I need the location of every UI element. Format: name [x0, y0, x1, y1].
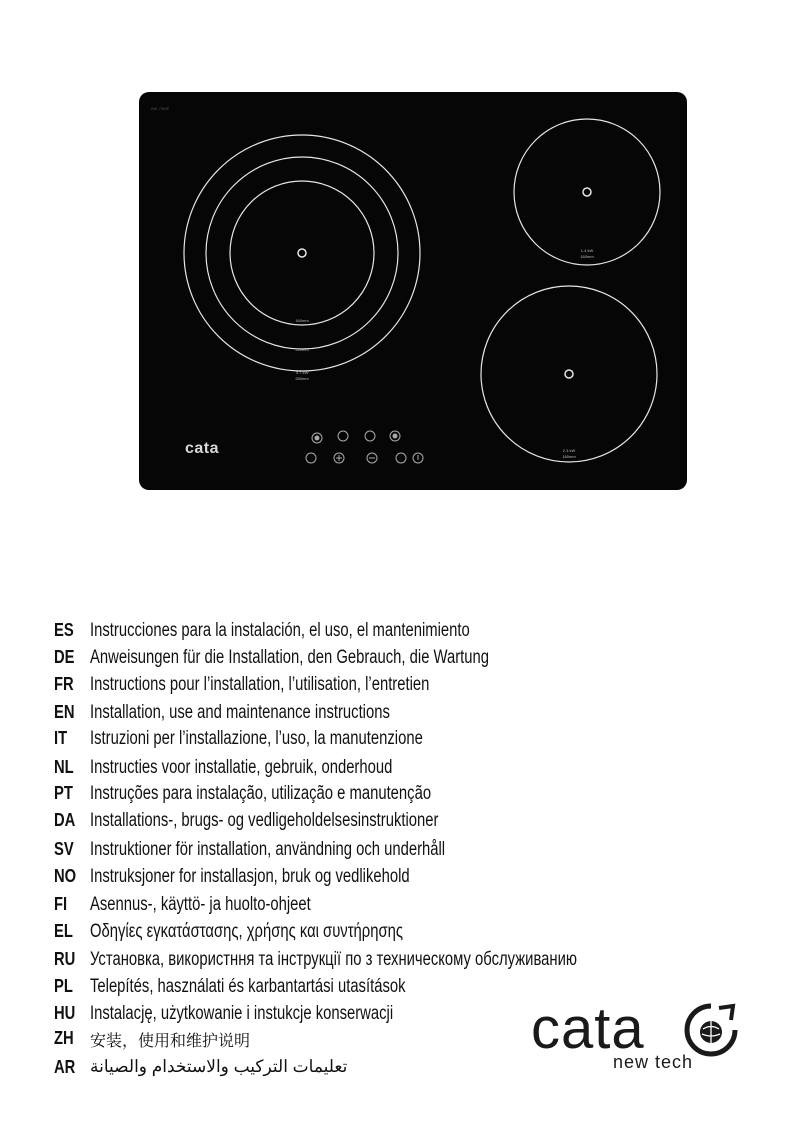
lang-text: Installation, use and maintenance instructions	[90, 702, 390, 723]
lang-code: RU	[54, 949, 76, 969]
lang-text: Telepítés, használati és karbantartási utasítások	[90, 976, 406, 997]
cooktop-drawing	[139, 92, 687, 490]
brand-logo	[531, 996, 761, 1080]
lang-code: PT	[54, 783, 73, 803]
cooktop-illustration	[139, 92, 687, 490]
lang-code: FI	[54, 894, 68, 914]
model-number: INK 745/E	[151, 106, 170, 111]
lang-text: Instalację, użytkowanie i instukcje konserwacji	[90, 1003, 394, 1024]
timer-icon	[338, 431, 348, 441]
lang-code: ZH	[54, 1028, 74, 1048]
lang-text: تعليمات التركيب والاستخدام والصيانة	[90, 1057, 348, 1076]
lang-code: DE	[54, 647, 75, 667]
small-cooking-zone	[514, 119, 660, 265]
lang-code: SV	[54, 839, 74, 859]
lang-text: Instructies voor installatie, gebruik, onderhoud	[90, 757, 393, 778]
lang-code: AR	[54, 1057, 76, 1077]
lock-icon	[396, 453, 406, 463]
lang-code: EL	[54, 921, 73, 941]
lang-code: HU	[54, 1003, 76, 1023]
lang-code: ES	[54, 620, 74, 640]
lang-text: Instruksjoner for installasjon, bruk og vedlikehold	[90, 866, 410, 887]
lang-text: Istruzioni per l’installazione, l’uso, la manutenzione	[90, 728, 423, 749]
lang-text: Instruções para instalação, utilização e manutenção	[90, 783, 432, 804]
zone-label-large-power: 3.7 kW	[295, 370, 309, 375]
zone-label-small-size: 160mm	[580, 254, 594, 259]
zone-label-medium-size: 180mm	[562, 454, 576, 459]
touch-controls-bottom	[306, 453, 423, 463]
zone-label-large-middle: 220mm	[295, 347, 309, 352]
lang-text: Instrucciones para la instalación, el uso, el mantenimiento	[90, 620, 470, 641]
large-cooking-zone	[184, 135, 420, 371]
medium-cooking-zone	[481, 286, 657, 462]
lang-code: IT	[54, 728, 68, 748]
keep-warm-icon	[365, 431, 375, 441]
lang-code: FR	[54, 674, 74, 694]
lang-code: NL	[54, 757, 74, 777]
lang-text: Installations-, brugs- og vedligeholdelsesinstruktioner	[90, 810, 439, 831]
lang-code: EN	[54, 702, 75, 722]
zone-label-small-power: 1.4 kW	[580, 248, 594, 253]
touch-controls-top	[312, 431, 400, 443]
zone-label-medium-power: 2.3 kW	[562, 448, 576, 453]
brand-globe-icon	[683, 1002, 739, 1058]
zone-label-large-outer: 280mm	[295, 376, 309, 381]
brand-wordmark: cata	[531, 996, 645, 1061]
zone-label-large-inner: 160mm	[295, 318, 309, 323]
lang-text: Asennus-, käyttö- ja huolto-ohjeet	[90, 894, 311, 915]
lang-code: DA	[54, 810, 76, 830]
cooktop-logo: cata	[185, 440, 220, 457]
brand-tagline: new tech	[613, 1052, 694, 1072]
lang-text: Установка, використння та інструкції по з техническому обслуживанию	[90, 949, 577, 970]
lang-code: PL	[54, 976, 73, 996]
lang-text: Anweisungen für die Installation, den Gebrauch, die Wartung	[90, 647, 490, 668]
lang-text: Instructions pour l’installation, l’utilisation, l’entretien	[90, 674, 430, 695]
lang-code: NO	[54, 866, 77, 886]
lang-text: 安装，使用和维护说明	[90, 1033, 251, 1050]
lang-text: Οδηγίες εγκατάστασης, χρήσης και συντήρησης	[90, 921, 404, 942]
lang-text: Instruktioner för installation, användning och underhåll	[90, 839, 446, 860]
select-icon	[306, 453, 316, 463]
